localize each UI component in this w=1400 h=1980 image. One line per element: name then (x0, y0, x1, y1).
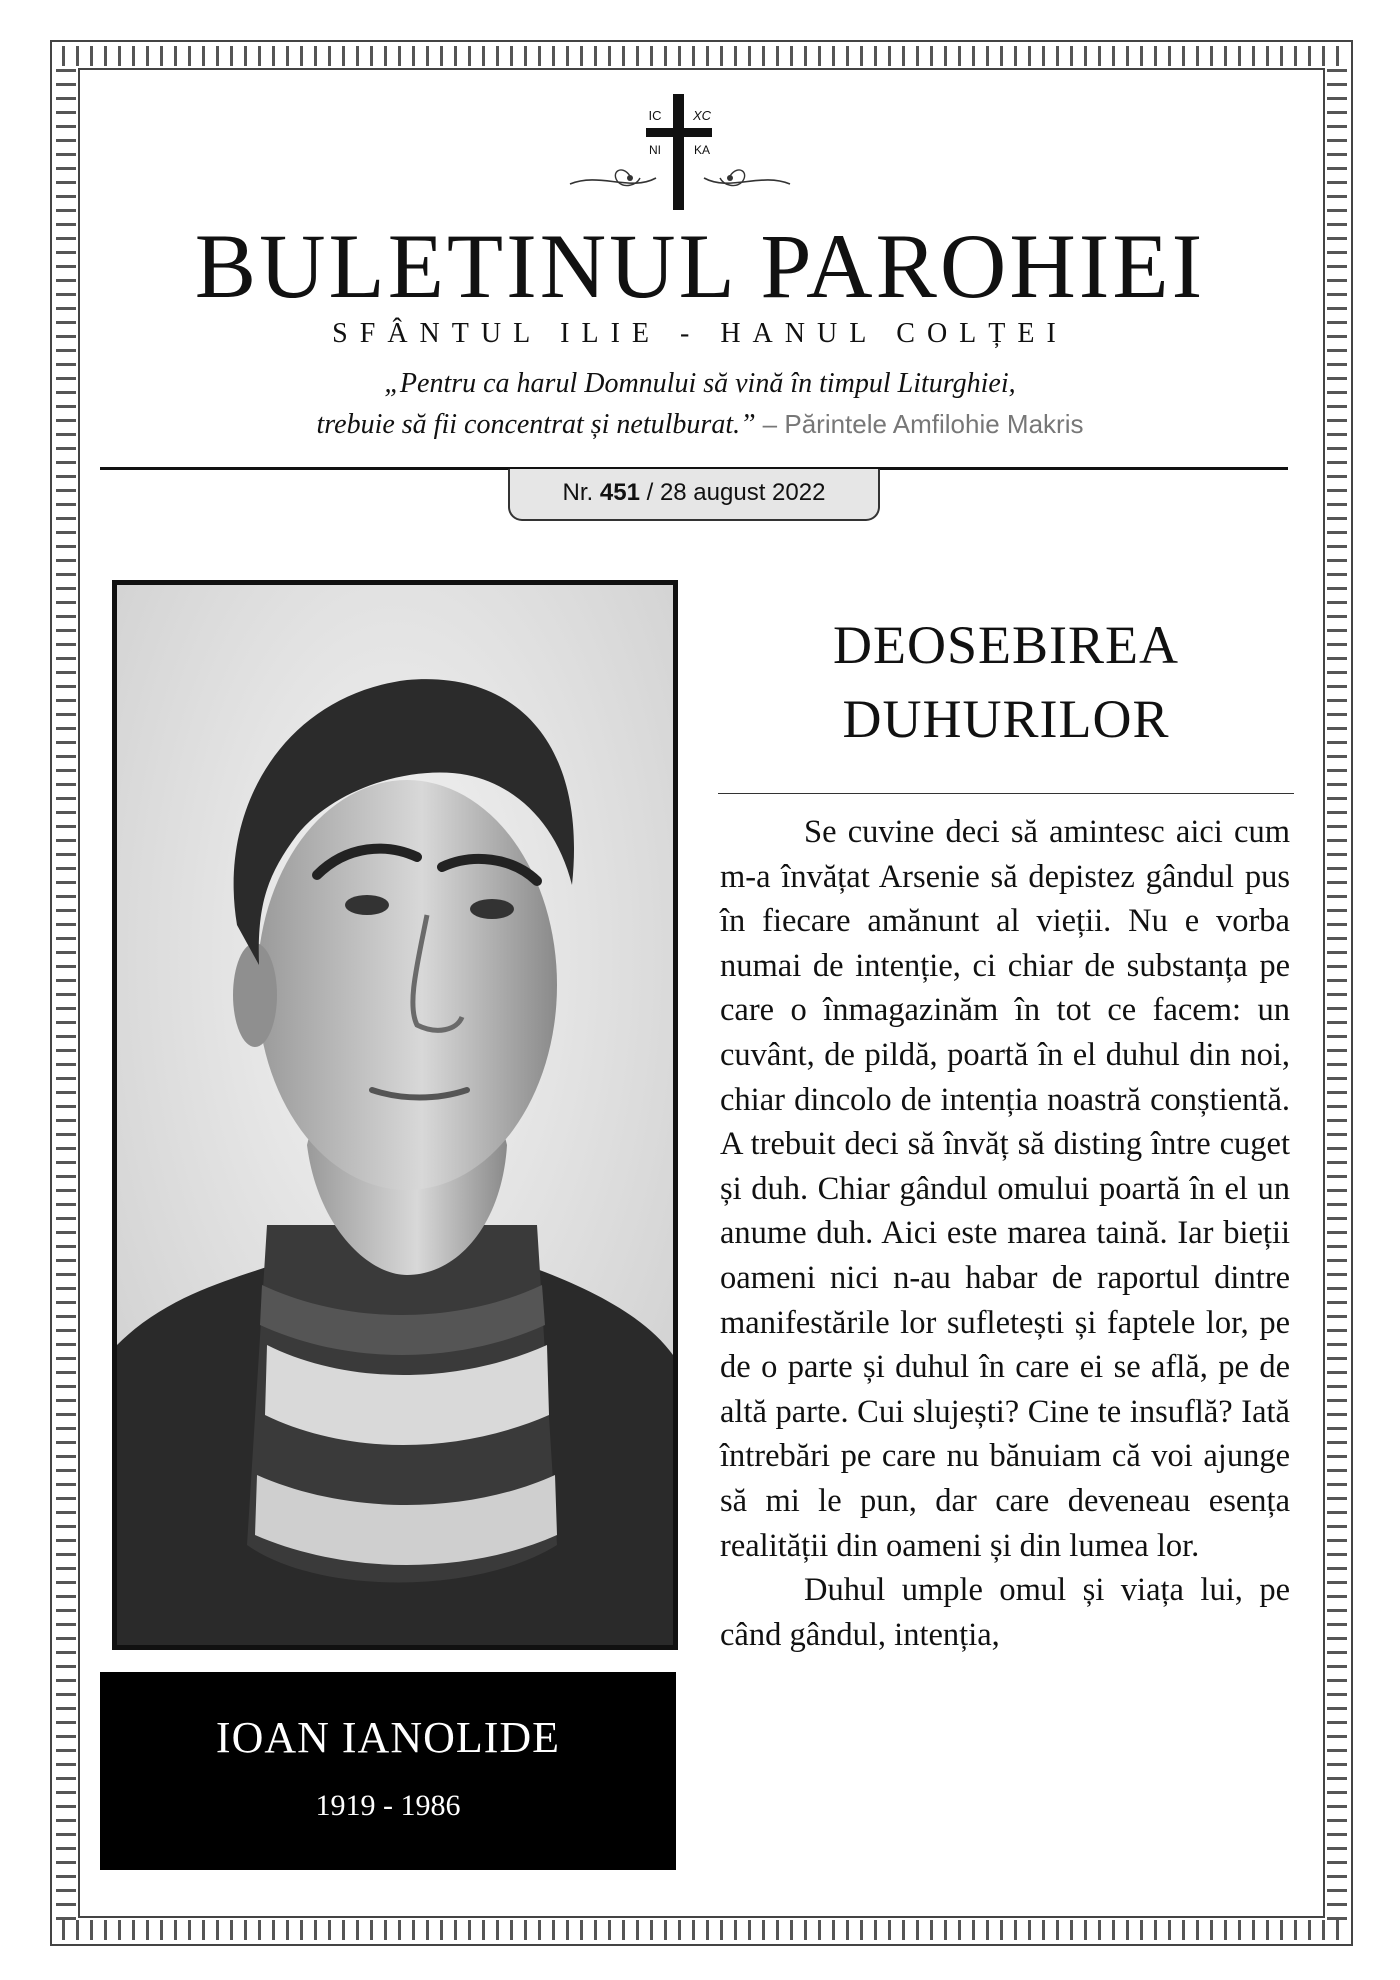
cross-emblem-icon (560, 92, 800, 212)
portrait-caption (100, 1672, 676, 1870)
quote-author: – Părintele Amfilohie Makris (762, 409, 1084, 439)
emblem-ni: NI (649, 143, 661, 157)
article-title-rule (718, 793, 1294, 794)
emblem-ka: KA (693, 143, 711, 157)
issue-date: / 28 august 2022 (646, 479, 826, 506)
article-paragraph-1: Se cuvine deci să amintesc aici cum m-a învățat Arsenie să depistez gândul pus în fiecare amănunt al vieții. Nu e vorba numai de intenție, ci chiar de substanța pe care o înmagazinăm în tot ce facem: un cuvânt, de pildă, poartă în el duhul din noi, chiar dincolo de intenția noastră conștientă. A trebuit deci să învăț să disting între cuget și duh. Chiar gândul omului poartă în el un anume duh. Aici este marea taină. Iar bieții oameni nici n-au habar de raportul dintre manifestările lor sufletești și faptele lor, pe de o parte și duhul în care ei se află, pe de altă parte. Cui slujești? Cine te insuflă? Iată întrebări pe care nu bănuiam că voi ajunge să mi le pun, dar care deveneau esența realității din oameni și din lumea lor. (720, 814, 1290, 1564)
portrait-name: IOAN IANOLIDE (215, 1713, 561, 1762)
article-title-line-2: DUHURILOR (842, 689, 1170, 749)
header-quote (0, 364, 1400, 445)
article-paragraph-2: Duhul umple omul și viața lui, pe când gândul, intenția, (720, 1572, 1290, 1653)
article-title-line-1: DEOSEBIREA (833, 615, 1179, 675)
bulletin-title: BULETINUL PAROHIEI (194, 215, 1206, 317)
portrait-years: 1919 - 1986 (315, 1789, 461, 1822)
issue-tab (508, 469, 880, 521)
issue-number: 451 (599, 479, 640, 506)
emblem-xc: XC (692, 108, 712, 123)
article-title (716, 608, 1296, 756)
quote-line-1: „Pentru ca harul Domnului să vină în timpul Liturghiei, (384, 368, 1016, 399)
article-body (720, 810, 1290, 1657)
emblem-ic: IC (648, 108, 662, 123)
quote-line-2: trebuie să fii concentrat și netulburat.” (316, 409, 756, 440)
parish-subtitle: SFÂNTUL ILIE - HANUL COLȚEI (332, 318, 1068, 349)
issue-prefix: Nr. (562, 479, 594, 506)
portrait-photo (112, 580, 678, 1650)
